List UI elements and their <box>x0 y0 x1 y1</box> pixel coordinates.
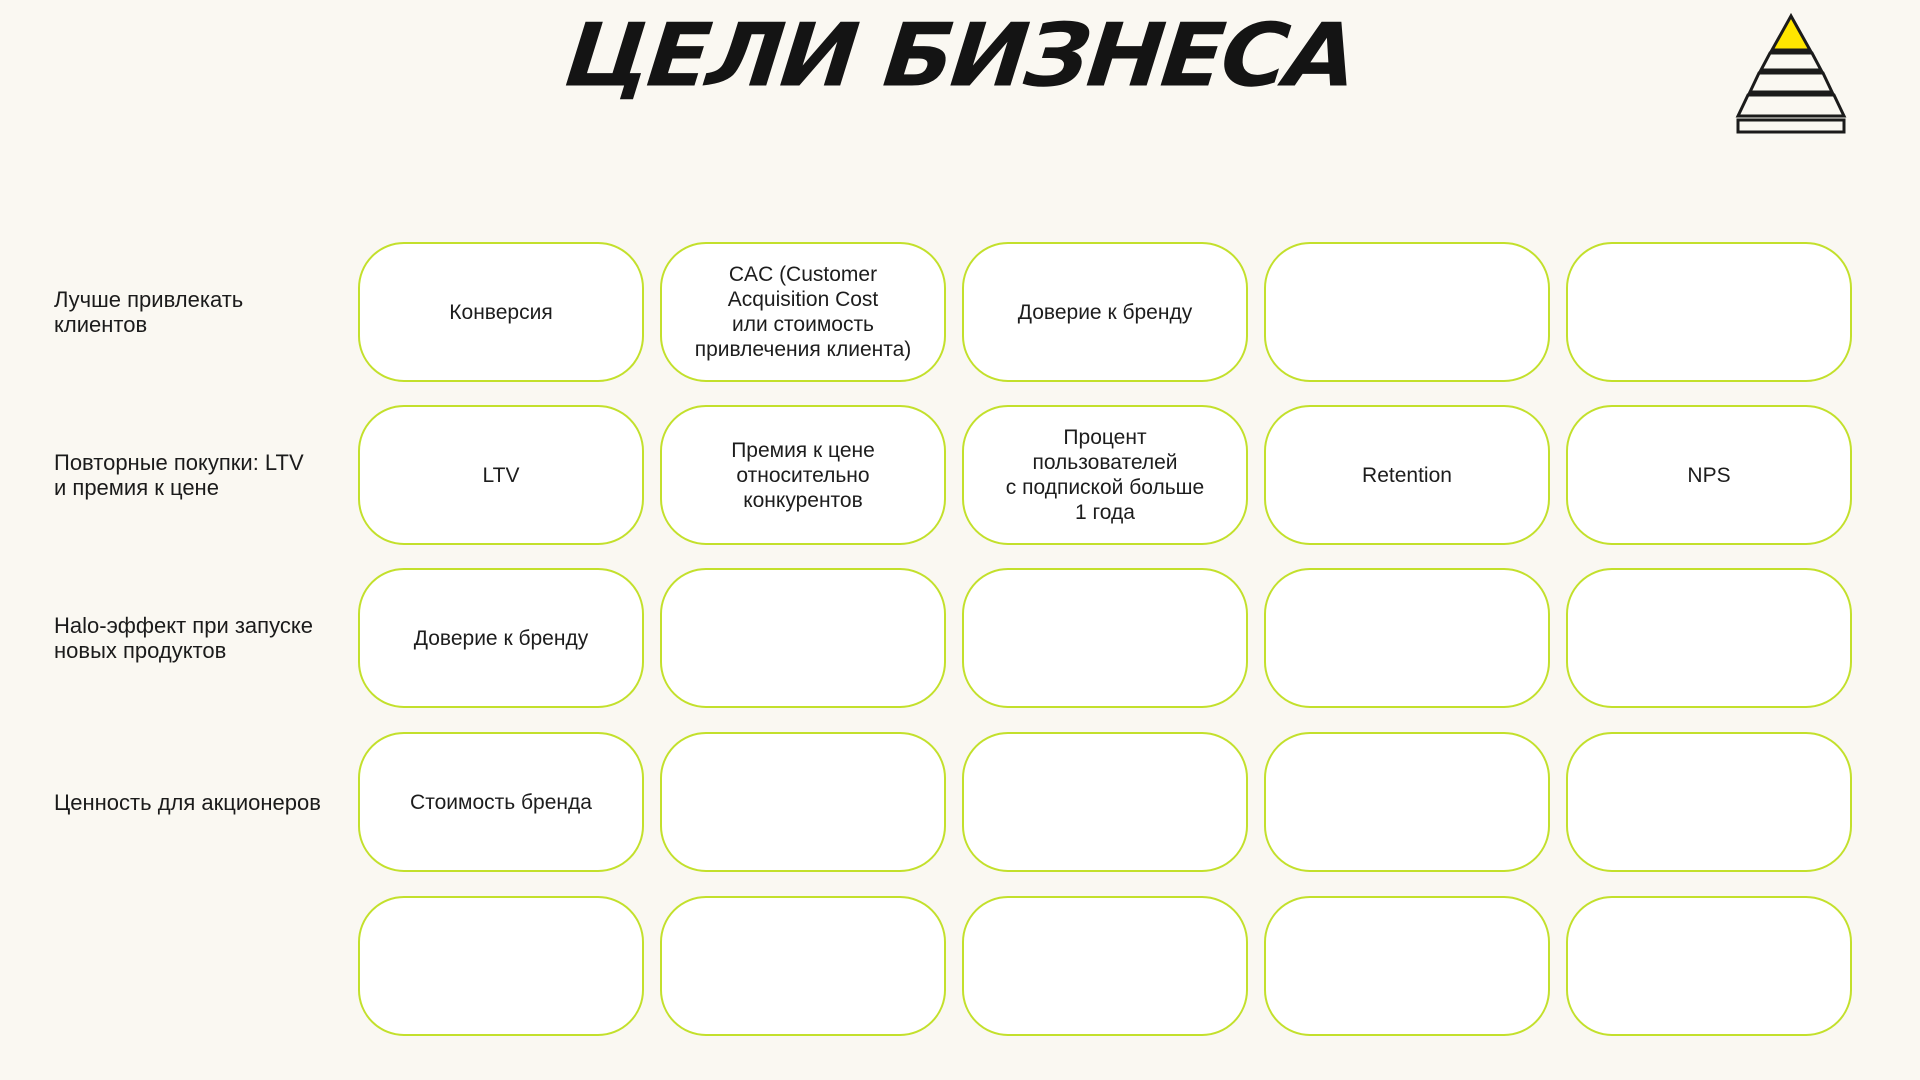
goal-cell: Процент пользователей с подпиской больше 1 года <box>962 405 1248 545</box>
goal-cell <box>1566 242 1852 382</box>
goal-cell <box>1566 568 1852 708</box>
row-label <box>54 896 344 1036</box>
goal-cell: Конверсия <box>358 242 644 382</box>
goal-cell: NPS <box>1566 405 1852 545</box>
goal-cell <box>962 732 1248 872</box>
goal-cell <box>660 732 946 872</box>
goal-cell <box>1566 732 1852 872</box>
goal-cell <box>962 896 1248 1036</box>
pyramid-icon <box>1724 12 1858 146</box>
goal-cell <box>1264 896 1550 1036</box>
goal-cell <box>358 896 644 1036</box>
goal-cell <box>660 568 946 708</box>
goal-cell: Retention <box>1264 405 1550 545</box>
goal-cell: Премия к цене относительно конкурентов <box>660 405 946 545</box>
page-title: ЦЕЛИ БИЗНЕСА <box>560 4 1360 107</box>
goal-cell: LTV <box>358 405 644 545</box>
goal-cell <box>660 896 946 1036</box>
row-label: Halo-эффект при запуске новых продуктов <box>54 613 313 663</box>
goal-cell <box>1264 242 1550 382</box>
goal-cell <box>962 568 1248 708</box>
goal-cell: Доверие к бренду <box>962 242 1248 382</box>
row-label: Повторные покупки: LTV и премия к цене <box>54 450 304 500</box>
row-label: Ценность для акционеров <box>54 789 321 815</box>
row-label: Лучше привлекать клиентов <box>54 287 244 337</box>
goal-cell: CAC (Customer Acquisition Cost или стоимость привлечения клиента) <box>660 242 946 382</box>
goal-cell <box>1264 568 1550 708</box>
goal-cell: Стоимость бренда <box>358 732 644 872</box>
goal-cell <box>1264 732 1550 872</box>
goal-cell <box>1566 896 1852 1036</box>
goal-cell: Доверие к бренду <box>358 568 644 708</box>
